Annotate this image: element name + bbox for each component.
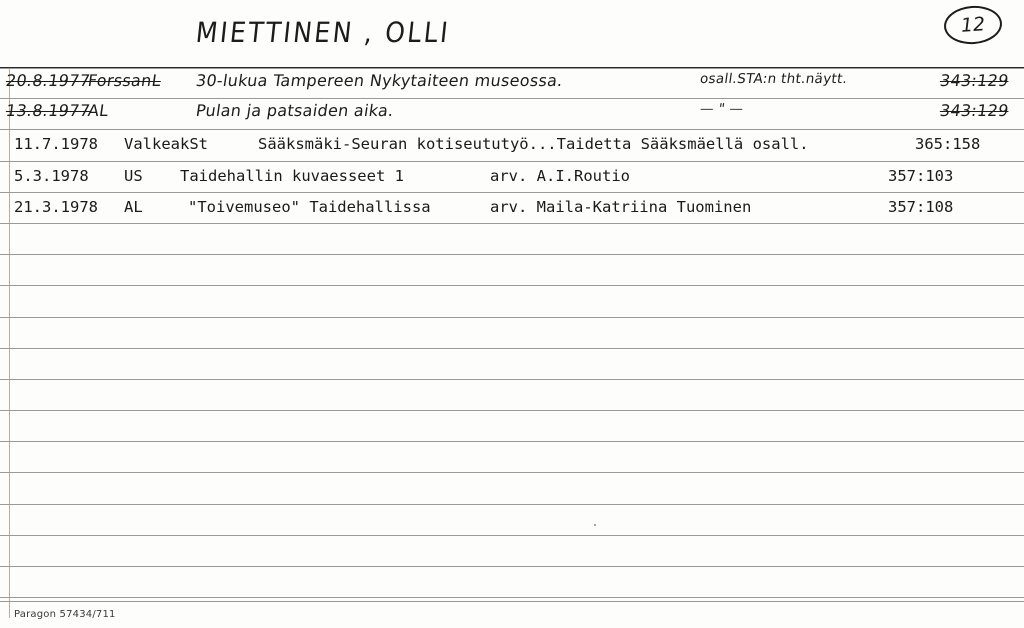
entry-ref: 343:129	[938, 71, 1010, 90]
ruled-line	[0, 567, 1024, 598]
entry-note: osall.STA:n tht.näytt.	[698, 71, 849, 87]
entry-date: 13.8.1977	[4, 101, 92, 121]
ruled-line	[0, 411, 1024, 442]
ruled-line	[0, 442, 1024, 473]
ruled-line	[0, 99, 1024, 130]
entry-date: 21.3.1978	[14, 197, 98, 216]
entry-note: arv. Maila-Katriina Tuominen	[490, 197, 752, 216]
entry-note: — " —	[698, 101, 745, 118]
ruled-lines	[0, 68, 1024, 599]
entry-text: 30-lukua Tampereen Nykytaiteen museossa.	[194, 71, 565, 90]
entry-source: ValkeakSt	[124, 135, 208, 154]
paper-speck	[594, 524, 596, 526]
card-entry-row	[0, 162, 1024, 193]
entry-text: Sääksmäki-Seuran kotiseututyö...Taidetta Sääksmäellä osall.	[258, 135, 809, 154]
entry-text: Pulan ja patsaiden aika.	[194, 101, 396, 121]
entry-note: arv. A.I.Routio	[490, 166, 630, 185]
ruled-line	[0, 473, 1024, 504]
entry-source: US	[124, 166, 143, 185]
ruled-line	[0, 380, 1024, 411]
entry-date: 20.8.1977	[4, 71, 92, 90]
entry-ref: 343:129	[938, 101, 1010, 121]
ruled-line	[0, 536, 1024, 567]
ruled-line	[0, 130, 1024, 161]
ruled-line	[0, 224, 1024, 255]
entry-ref: 357:108	[888, 197, 954, 216]
ruled-line	[0, 505, 1024, 536]
page-number-badge: 12	[943, 4, 1004, 46]
card-entry-row	[0, 193, 1024, 224]
card-entry-row	[0, 130, 1024, 161]
ruled-line	[0, 255, 1024, 286]
entry-text: "Toivemuseo" Taidehallissa	[188, 197, 431, 216]
entry-source: AL	[86, 101, 110, 121]
ruled-line	[0, 162, 1024, 193]
entry-date: 11.7.1978	[14, 135, 98, 154]
page-title: MIETTINEN , OLLI	[194, 16, 452, 49]
footer-imprint: Paragon 57434/711	[14, 609, 116, 620]
ruled-line	[0, 286, 1024, 317]
bottom-divider	[0, 601, 1024, 602]
ruled-line	[0, 68, 1024, 99]
card-entry-row	[0, 69, 1024, 100]
entry-date: 5.3.1978	[14, 166, 89, 185]
card-entry-row	[0, 99, 1024, 130]
entry-ref: 365:158	[915, 135, 981, 154]
card-header	[0, 0, 1024, 68]
entry-text: Taidehallin kuvaesseet 1	[180, 166, 404, 185]
entry-source: ForssanL	[86, 71, 163, 90]
ruled-line	[0, 193, 1024, 224]
entry-ref: 357:103	[888, 166, 954, 185]
entry-source: AL	[124, 197, 143, 216]
ruled-line	[0, 318, 1024, 349]
ruled-line	[0, 349, 1024, 380]
